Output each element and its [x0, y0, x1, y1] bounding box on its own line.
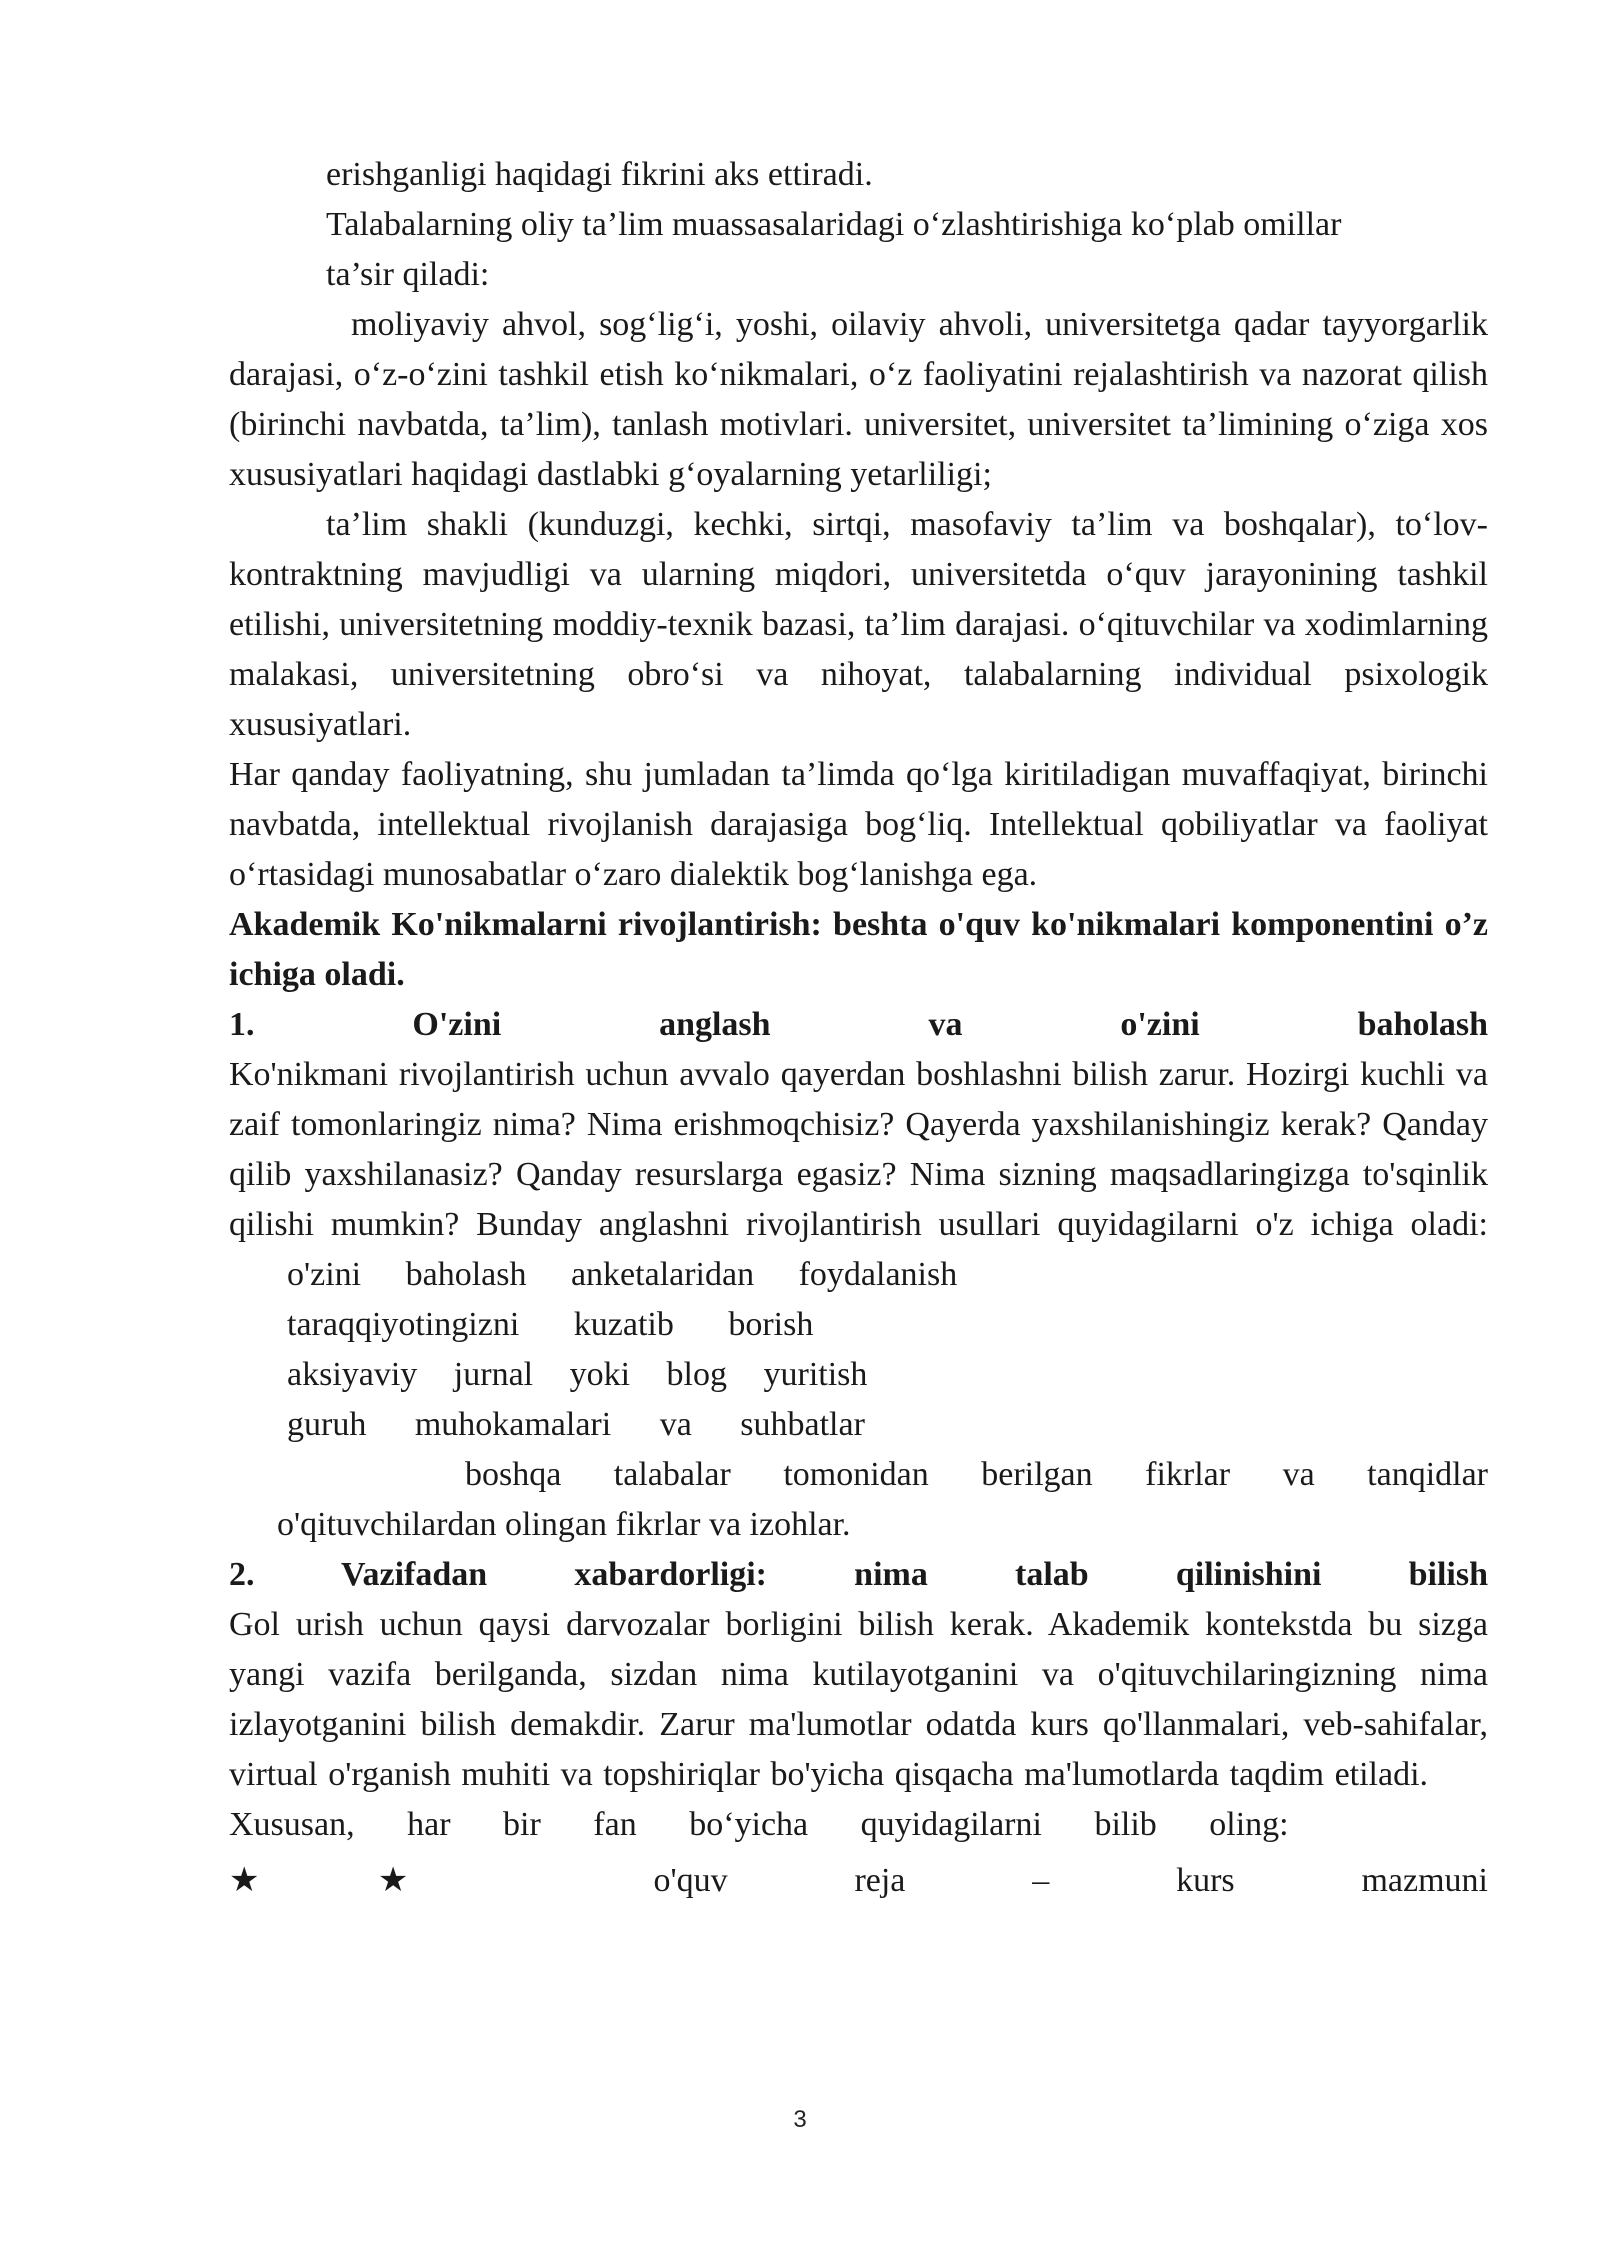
- section-2-body: Gol urish uchun qaysi darvozalar borligini bilish kerak. Akademik kontekstda bu sizga yangi vazifa berilganda, sizdan nima kutilayotganini va o'qituvchilaringizning nima izlayotganini bilish demakdir. Zarur ma'lumotlar odatda kurs qo'llanmalari, veb-sahifalar, virtual o'rganish muhiti va topshiriqlar bo'yicha qisqacha ma'lumotlarda taqdim etiladi.: [229, 1606, 1488, 1793]
- section-1-body: Ko'nikmani rivojlantirish uchun avvalo qayerdan boshlashni bilish zarur. Hozirgi kuchli va zaif tomonlaringiz nima? Nima erishmoqchisiz? Qayerda yaxshilanishingiz kerak? Qanday qilib yaxshilanasiz? Qanday resurslarga egasiz? Nima sizning maqsadlaringizga to'sqinlik qilishi mumkin? Bunday anglashni rivojlantirish usullari quyidagilarni o'z ichiga oladi:: [229, 1056, 1488, 1243]
- bold-intro: Akademik Ko'nikmalarni rivojlantirish: beshta o'quv ko'nikmalari komponentini o’z ichiga oladi.: [229, 906, 1488, 993]
- list-item: guruh muhokamalari va suhbatlar: [287, 1406, 865, 1443]
- list-item: o'zini baholash anketalaridan foydalanish: [287, 1256, 958, 1293]
- self-awareness-methods-list: [229, 1250, 1488, 1450]
- paragraph-factors-list-2: ta’lim shakli (kunduzgi, kechki, sirtqi, masofaviy ta’lim va boshqalar), to‘lov-kontraktning mavjudligi va ularning miqdori, universitetda o‘quv jarayonining tashkil etilishi, universitetning moddiy-texnik bazasi, ta’lim darajasi. o‘qituvchilar va xodimlarning malakasi, universitetning obro‘si va nihoyat, talabalarning individual psixologik xususiyatlari.: [229, 506, 1488, 743]
- section-1-heading: 1. O'zini anglash va o'zini baholash: [229, 1006, 1488, 1043]
- document-page: [229, 150, 1488, 1906]
- list-item: aksiyaviy jurnal yoki blog yuritish: [287, 1356, 868, 1393]
- section-2-heading: 2. Vazifadan xabardorligi: nima talab qilinishini bilish: [229, 1556, 1488, 1593]
- paragraph-factors-intro: Talabalarning oliy ta’lim muassasalaridagi o‘zlashtirishiga ko‘plab omillar: [326, 206, 1342, 243]
- list-item: taraqqiyotingizni kuzatib borish: [287, 1306, 814, 1343]
- list-tail-end: o'qituvchilardan olingan fikrlar va izohlar.: [277, 1506, 851, 1543]
- paragraph-intellect: Har qanday faoliyatning, shu jumladan ta’limda qo‘lga kiritiladigan muvaffaqiyat, birinchi navbatda, intellektual rivojlanish darajasiga bog‘liq. Intellektual qobiliyatlar va faoliyat o‘rtasidagi munosabatlar o‘zaro dialektik bog‘lanishga ega.: [229, 756, 1488, 893]
- list-tail: boshqa talabalar tomonidan berilgan fikrlar va tanqidlar: [465, 1456, 1488, 1493]
- paragraph-factors-intro-end: ta’sir qiladi:: [326, 256, 490, 293]
- page-number: 3: [793, 2106, 807, 2133]
- paragraph-factors-list-1: moliyaviy ahvol, sog‘lig‘i, yoshi, oilaviy ahvoli, universitetga qadar tayyorgarlik darajasi, o‘z-o‘zini tashkil etish ko‘nikmalari, o‘z faoliyatini rejalashtirish va nazorat qilish (birinchi navbatda, ta’lim), tanlash motivlari. universitet, universitet ta’limining o‘ziga xos xususiyatlari haqidagi dastlabki g‘oyalarning yetarliligi;: [229, 306, 1488, 493]
- star-line: ★★ o'quv reja – kurs mazmuni: [229, 1862, 1488, 1899]
- section-2-lead: Xususan, har bir fan bo‘yicha quyidagilarni bilib oling:: [229, 1806, 1289, 1843]
- paragraph-continuation: erishganligi haqidagi fikrini aks ettiradi.: [326, 156, 873, 193]
